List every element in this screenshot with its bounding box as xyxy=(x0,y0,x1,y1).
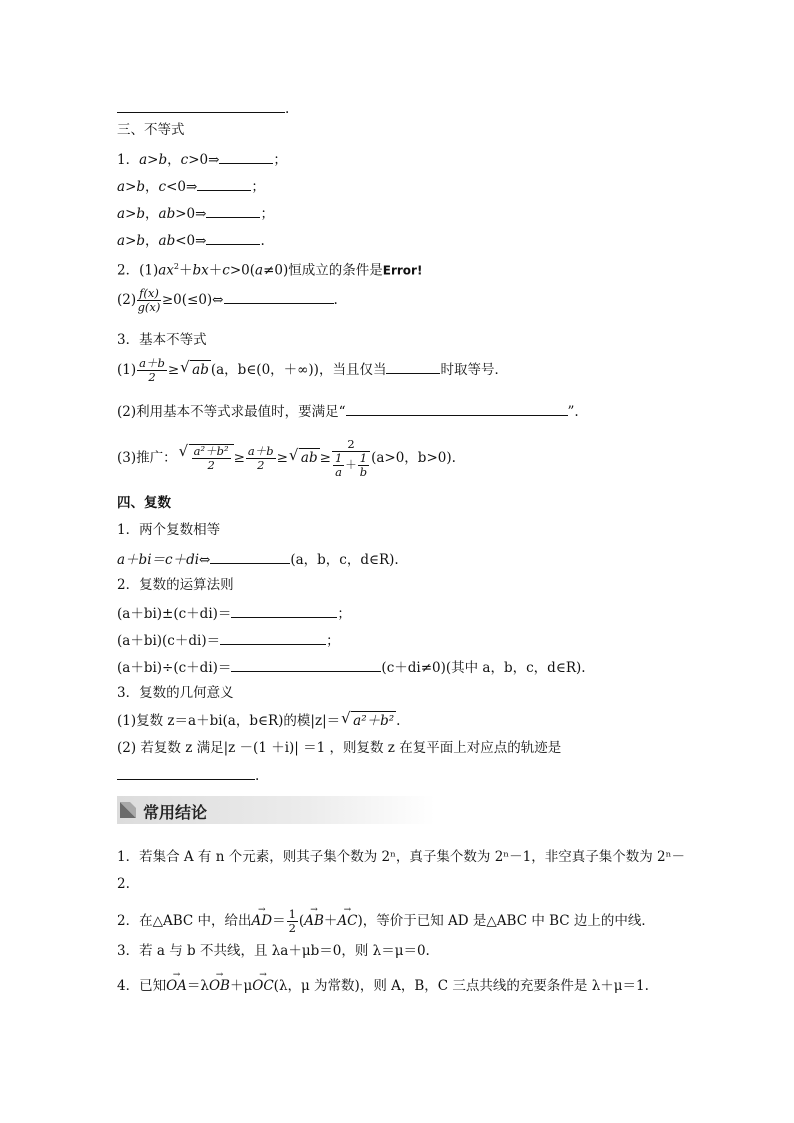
text: ≥ xyxy=(167,362,180,378)
numerator: 1 xyxy=(359,451,368,465)
text: (3)推广： xyxy=(117,450,177,466)
modulus-line xyxy=(117,711,400,730)
text: 4．已知 xyxy=(117,978,167,994)
text: . xyxy=(255,768,260,784)
text: ＝ xyxy=(272,913,286,929)
var: b xyxy=(158,152,168,168)
answer-blank xyxy=(231,603,337,618)
radical: √ ab xyxy=(190,360,211,379)
answer-blank xyxy=(219,149,273,164)
text: ； xyxy=(260,206,274,222)
fraction-inequality-line xyxy=(117,287,338,314)
text: ＋μ xyxy=(229,978,253,994)
var: a xyxy=(139,152,148,168)
text: ； xyxy=(337,606,351,622)
denominator: a xyxy=(335,465,343,479)
radical: √ a²＋b² xyxy=(351,711,396,730)
fraction xyxy=(358,452,369,479)
conclusion-1-cont: 2. xyxy=(117,876,130,892)
var: x xyxy=(166,262,174,279)
denominator: g(x) xyxy=(137,300,161,314)
answer-blank xyxy=(210,549,290,564)
text: (λ，μ 为常数)，则 A，B，C 三点共线的充要条件是 λ＋μ＝1. xyxy=(273,978,649,994)
text: ≥0(≤0)⇔ xyxy=(161,292,224,308)
text: ； xyxy=(326,633,340,649)
error-text: Error! xyxy=(382,263,423,278)
text: (c＋di≠0)(其中 a，b，c，d∈R). xyxy=(381,660,586,676)
ineq-line-3 xyxy=(117,203,274,223)
text: (2)利用基本不等式求最值时，要满足“ xyxy=(117,404,346,420)
text: >0⇒ xyxy=(175,206,207,222)
text: ＋ xyxy=(345,457,357,472)
text: > xyxy=(125,206,137,222)
var: a xyxy=(158,262,167,279)
var: a xyxy=(117,233,126,249)
locus-blank-line xyxy=(117,765,259,785)
text: (a>0，b>0). xyxy=(371,450,456,466)
var: b xyxy=(136,233,146,249)
fraction xyxy=(333,452,344,479)
text: 2．在△ABC 中，给出 xyxy=(117,913,252,929)
answer-blank xyxy=(117,98,285,113)
var: ab xyxy=(158,233,176,249)
var: a xyxy=(117,206,126,222)
conclusion-3: 3．若 a 与 b 不共线，且 λa＋μb＝0，则 λ＝μ＝0. xyxy=(117,943,430,959)
numerator: 1 xyxy=(334,451,343,465)
text: ≥ xyxy=(319,450,331,466)
conclusions-heading xyxy=(117,796,435,824)
subsection-title: 1．两个复数相等 xyxy=(117,522,221,538)
basic-inequality-line xyxy=(117,357,508,384)
text: . xyxy=(396,713,401,729)
numerator: 1 xyxy=(288,907,296,921)
text: >0( xyxy=(229,262,256,279)
var: b xyxy=(136,206,146,222)
locus-line: (2) 若复数 z 满足|z －(1 ＋i)| ＝1 ，则复数 z 在复平面上对应点的轨迹是 xyxy=(117,740,562,756)
numerator: a＋b xyxy=(139,356,165,370)
period: . xyxy=(285,101,290,117)
exponent: 2 xyxy=(173,262,179,271)
text: (1) xyxy=(117,362,137,378)
var: x xyxy=(201,262,209,279)
text: (a＋bi)±(c＋di)＝ xyxy=(117,606,232,622)
requirement-line xyxy=(117,401,579,421)
complex-equal-line xyxy=(117,549,399,569)
fraction xyxy=(137,357,167,384)
answer-blank xyxy=(206,203,260,218)
text: ， xyxy=(145,179,159,195)
vector: → AC xyxy=(337,912,357,930)
denominator: 2 xyxy=(257,458,265,472)
text: ， xyxy=(167,152,181,168)
fraction xyxy=(287,908,298,935)
text: (1)复数 z＝a＋bi(a，b∈R)的模|z|＝ xyxy=(117,713,341,729)
fraction xyxy=(332,438,370,479)
text: (a，b，c，d∈R). xyxy=(290,552,399,568)
text: ＋ xyxy=(179,262,193,279)
text: > xyxy=(125,233,137,249)
denominator xyxy=(332,452,370,479)
answer-blank xyxy=(206,230,260,245)
conclusion-1: 1．若集合 A 有 n 个元素，则其子集个数为 2ⁿ，真子集个数为 2ⁿ－1，非空真子集个数为 2ⁿ－ xyxy=(117,849,685,865)
text: (a，b∈(0，＋∞))，当且仅当 xyxy=(210,362,387,378)
text: 时取等号． xyxy=(440,362,508,378)
text: . xyxy=(260,233,265,249)
corner-triangle-icon xyxy=(120,802,136,818)
vector: → AB xyxy=(304,912,324,930)
text: ， xyxy=(145,206,159,222)
text: > xyxy=(125,179,137,195)
text: >0⇒ xyxy=(188,152,220,168)
answer-blank xyxy=(197,176,251,191)
answer-blank xyxy=(224,289,334,304)
conclusion-4 xyxy=(117,977,649,995)
text: ； xyxy=(273,152,287,168)
text: ≠0)恒成立的条件是 xyxy=(263,262,383,279)
var: c xyxy=(158,179,167,195)
denominator: b xyxy=(359,465,368,479)
radical: √ ab xyxy=(299,448,320,467)
answer-blank xyxy=(117,765,255,780)
vector: → OB xyxy=(209,977,230,995)
text: a＋bi＝c＋di⇔ xyxy=(117,552,211,568)
text: )，等价于已知 AD 是△ABC 中 BC 边上的中线． xyxy=(357,913,655,929)
quadratic-line xyxy=(117,258,422,280)
var: a xyxy=(255,262,264,279)
answer-blank xyxy=(346,401,568,416)
numerator: f(x) xyxy=(139,286,159,300)
text: (2) xyxy=(117,292,137,308)
text: ”. xyxy=(567,404,579,420)
fraction xyxy=(137,287,161,314)
text: <0⇒ xyxy=(175,233,207,249)
subsection-title: 2．复数的运算法则 xyxy=(117,577,234,593)
denominator: 2 xyxy=(148,370,156,384)
text: 2．(1) xyxy=(117,262,159,279)
text: ＝λ xyxy=(186,978,209,994)
top-blank-line xyxy=(117,98,289,118)
radical xyxy=(189,444,234,472)
answer-blank xyxy=(220,630,326,645)
text: (a＋bi)÷(c＋di)＝ xyxy=(117,660,232,676)
ineq-line-1 xyxy=(117,149,287,169)
denominator: 2 xyxy=(207,458,215,472)
subsection-title: 3．基本不等式 xyxy=(117,332,207,348)
var: c xyxy=(222,262,230,279)
var: a xyxy=(117,179,126,195)
text: ＋ xyxy=(323,913,338,929)
heading-text: 常用结论 xyxy=(143,803,208,822)
ineq-line-4 xyxy=(117,230,265,250)
complex-div-line xyxy=(117,657,586,677)
text: . xyxy=(333,292,338,308)
fraction xyxy=(246,445,276,472)
answer-blank xyxy=(231,657,381,672)
ineq-line-2 xyxy=(117,176,265,196)
conclusion-2 xyxy=(117,908,655,935)
complex-mul-line xyxy=(117,630,340,650)
vector: → OC xyxy=(252,977,273,995)
text: ≥ xyxy=(276,450,288,466)
text: 1． xyxy=(117,152,140,168)
text: ≥ xyxy=(233,450,245,466)
section-title: 四、复数 xyxy=(117,495,171,511)
text: <0⇒ xyxy=(166,179,198,195)
var: b xyxy=(192,262,202,279)
vector: → AD xyxy=(252,912,273,930)
text: ； xyxy=(251,179,265,195)
text: > xyxy=(147,152,159,168)
text: ( xyxy=(298,913,305,929)
var: ab xyxy=(158,206,176,222)
vector: → OA xyxy=(166,977,187,995)
var: b xyxy=(136,179,146,195)
text: (a＋bi)(c＋di)＝ xyxy=(117,633,221,649)
section-title: 三、不等式 xyxy=(117,122,185,138)
answer-blank xyxy=(386,359,440,374)
var: c xyxy=(180,152,189,168)
subsection-title: 3．复数的几何意义 xyxy=(117,685,234,701)
denominator: 2 xyxy=(288,921,296,935)
complex-add-line xyxy=(117,603,351,623)
numerator: 2 xyxy=(332,438,370,452)
fraction xyxy=(192,445,231,472)
text: ＋ xyxy=(208,262,223,279)
text: ， xyxy=(145,233,159,249)
numerator: a＋b xyxy=(247,444,274,458)
numerator: √ a²＋b² xyxy=(193,444,229,458)
generalization-line xyxy=(117,438,456,479)
